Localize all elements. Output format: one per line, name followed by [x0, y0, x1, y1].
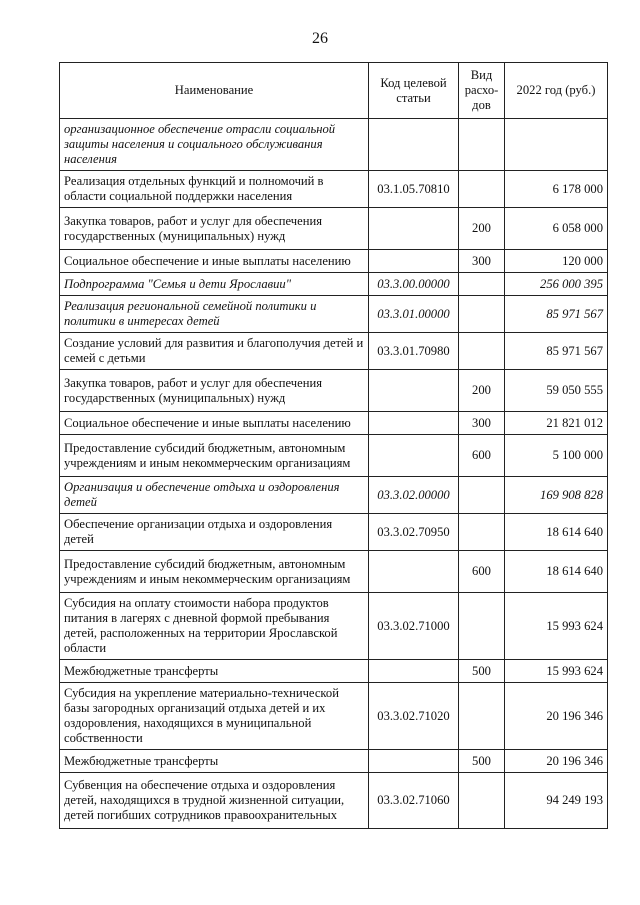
row-code-cell: 03.1.05.70810	[369, 171, 459, 208]
row-sum-cell: 94 249 193	[505, 773, 608, 829]
header-name: Наименование	[60, 63, 369, 119]
row-name-cell: Создание условий для развития и благополучия детей и семей с детьми	[60, 333, 369, 370]
row-kind-cell	[459, 333, 505, 370]
table-row	[60, 660, 608, 683]
table-row	[60, 435, 608, 477]
row-sum-cell: 15 993 624	[505, 593, 608, 660]
table-row	[60, 514, 608, 551]
row-kind-cell: 200	[459, 208, 505, 250]
row-name-cell: Межбюджетные трансферты	[60, 750, 369, 773]
table-row	[60, 250, 608, 273]
row-kind-cell: 200	[459, 370, 505, 412]
row-name-cell: Предоставление субсидий бюджетным, автономным учреждениям и иным некоммерческим организациям	[60, 551, 369, 593]
row-name-cell: Реализация отдельных функций и полномочий в области социальной поддержки населения	[60, 171, 369, 208]
row-code-cell	[369, 660, 459, 683]
row-kind-cell: 600	[459, 551, 505, 593]
table-row	[60, 370, 608, 412]
row-code-cell	[369, 250, 459, 273]
row-code-cell: 03.3.02.00000	[369, 477, 459, 514]
table-row	[60, 551, 608, 593]
row-sum-cell: 59 050 555	[505, 370, 608, 412]
row-sum-cell: 6 178 000	[505, 171, 608, 208]
row-kind-cell	[459, 273, 505, 296]
table-row	[60, 750, 608, 773]
header-kind: Вид расхо-дов	[459, 63, 505, 119]
page-number: 26	[312, 30, 328, 47]
row-name-cell: Социальное обеспечение и иные выплаты населению	[60, 250, 369, 273]
row-sum-cell	[505, 119, 608, 171]
row-kind-cell: 500	[459, 660, 505, 683]
row-name-cell: Предоставление субсидий бюджетным, автономным учреждениям и иным некоммерческим организациям	[60, 435, 369, 477]
table-row	[60, 593, 608, 660]
row-name-cell: Субсидия на оплату стоимости набора продуктов питания в лагерях с дневной формой пребывания детей, расположенных на территории Ярославской области	[60, 593, 369, 660]
row-code-cell: 03.3.00.00000	[369, 273, 459, 296]
table-row	[60, 477, 608, 514]
row-code-cell	[369, 435, 459, 477]
header-code: Код целевой статьи	[369, 63, 459, 119]
table-row	[60, 171, 608, 208]
row-sum-cell: 169 908 828	[505, 477, 608, 514]
row-kind-cell	[459, 477, 505, 514]
row-sum-cell: 18 614 640	[505, 551, 608, 593]
table-row	[60, 296, 608, 333]
table-row	[60, 773, 608, 829]
row-sum-cell: 15 993 624	[505, 660, 608, 683]
row-code-cell	[369, 551, 459, 593]
row-kind-cell: 300	[459, 412, 505, 435]
row-kind-cell: 300	[459, 250, 505, 273]
row-name-cell: Социальное обеспечение и иные выплаты населению	[60, 412, 369, 435]
budget-table	[59, 62, 608, 829]
row-code-cell	[369, 750, 459, 773]
row-name-cell: организационное обеспечение отрасли социальной защиты населения и социального обслуживания населения	[60, 119, 369, 171]
row-name-cell: Подпрограмма "Семья и дети Ярославии"	[60, 273, 369, 296]
row-sum-cell: 256 000 395	[505, 273, 608, 296]
row-sum-cell: 5 100 000	[505, 435, 608, 477]
row-kind-cell	[459, 683, 505, 750]
row-sum-cell: 20 196 346	[505, 683, 608, 750]
table-header-row	[60, 63, 608, 119]
row-name-cell: Закупка товаров, работ и услуг для обеспечения государственных (муниципальных) нужд	[60, 208, 369, 250]
row-name-cell: Организация и обеспечение отдыха и оздоровления детей	[60, 477, 369, 514]
row-kind-cell: 600	[459, 435, 505, 477]
row-sum-cell: 120 000	[505, 250, 608, 273]
row-name-cell: Субсидия на укрепление материально-технической базы загородных организаций отдыха детей и их оздоровления, находящихся в муниципальной собственности	[60, 683, 369, 750]
row-code-cell	[369, 119, 459, 171]
row-name-cell: Межбюджетные трансферты	[60, 660, 369, 683]
row-code-cell: 03.3.02.71020	[369, 683, 459, 750]
row-kind-cell	[459, 296, 505, 333]
row-code-cell: 03.3.01.00000	[369, 296, 459, 333]
row-code-cell: 03.3.02.71000	[369, 593, 459, 660]
row-code-cell	[369, 370, 459, 412]
table-row	[60, 119, 608, 171]
row-kind-cell	[459, 773, 505, 829]
row-sum-cell: 6 058 000	[505, 208, 608, 250]
row-code-cell	[369, 208, 459, 250]
row-code-cell: 03.3.02.70950	[369, 514, 459, 551]
row-kind-cell	[459, 593, 505, 660]
row-sum-cell: 20 196 346	[505, 750, 608, 773]
table-row	[60, 683, 608, 750]
row-name-cell: Реализация региональной семейной политики и политики в интересах детей	[60, 296, 369, 333]
row-sum-cell: 21 821 012	[505, 412, 608, 435]
table-row	[60, 273, 608, 296]
row-name-cell: Обеспечение организации отдыха и оздоровления детей	[60, 514, 369, 551]
row-code-cell	[369, 412, 459, 435]
row-sum-cell: 85 971 567	[505, 296, 608, 333]
table-row	[60, 412, 608, 435]
row-kind-cell: 500	[459, 750, 505, 773]
row-sum-cell: 85 971 567	[505, 333, 608, 370]
row-name-cell: Субвенция на обеспечение отдыха и оздоровления детей, находящихся в трудной жизненной ситуации, детей погибших сотрудников правоохранительных	[60, 773, 369, 829]
row-code-cell: 03.3.01.70980	[369, 333, 459, 370]
row-name-cell: Закупка товаров, работ и услуг для обеспечения государственных (муниципальных) нужд	[60, 370, 369, 412]
table-body	[60, 119, 608, 829]
table-row	[60, 333, 608, 370]
row-kind-cell	[459, 514, 505, 551]
row-kind-cell	[459, 171, 505, 208]
row-kind-cell	[459, 119, 505, 171]
row-code-cell: 03.3.02.71060	[369, 773, 459, 829]
table-row	[60, 208, 608, 250]
row-sum-cell: 18 614 640	[505, 514, 608, 551]
header-sum: 2022 год (руб.)	[505, 63, 608, 119]
